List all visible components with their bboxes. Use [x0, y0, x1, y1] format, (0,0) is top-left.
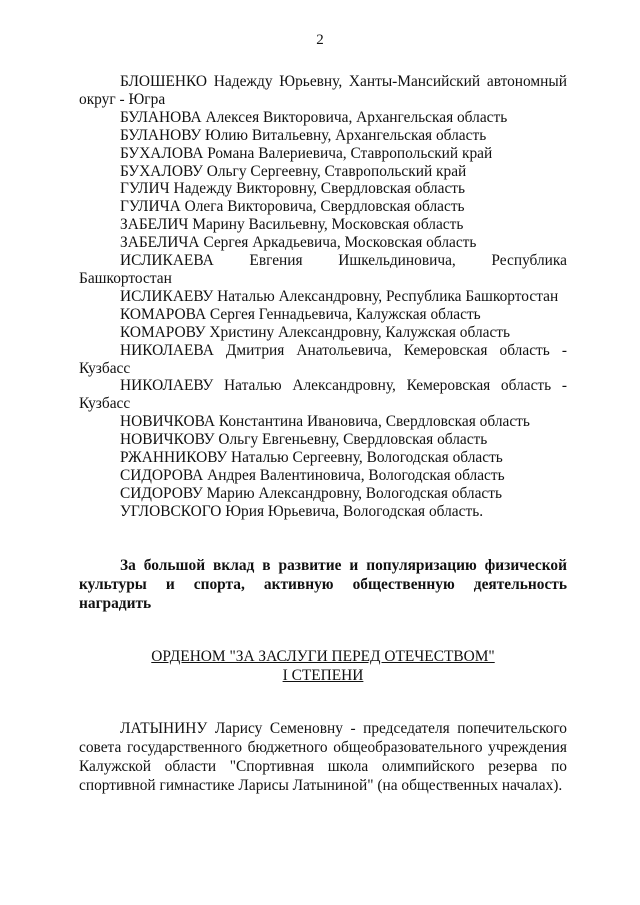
page-number: 2 — [316, 32, 324, 48]
list-item: ИСЛИКАЕВУ Наталью Александровну, Республика Башкортостан — [120, 287, 559, 305]
list-item: ИСЛИКАЕВА Евгения Ишкельдиновича, Республика Башкортостан — [79, 252, 567, 287]
awardee-paragraph: ЛАТЫНИНУ Ларису Семеновну - председателя попечительского совета государственного бюджетного общеобразовательного учреждения Калужской области "Спортивная школа олимпийского резерва по спортивной гимнастике Ларисы Латыниной" (на общественных началах). — [79, 719, 567, 794]
list-item: КОМАРОВА Сергея Геннадьевича, Калужская область — [120, 305, 481, 323]
list-item: СИДОРОВА Андрея Валентиновича, Вологодская область — [120, 466, 505, 484]
list-item: СИДОРОВУ Марию Александровну, Вологодская область — [120, 484, 502, 502]
list-item: РЖАННИКОВУ Наталью Сергеевну, Вологодская область — [120, 449, 503, 467]
list-item: НОВИЧКОВУ Ольгу Евгеньевну, Свердловская область — [120, 431, 488, 449]
decree-paragraph: За большой вклад в развитие и популяризацию физической культуры и спорта, активную общественную деятельность наградить — [79, 556, 567, 612]
list-item: БЛОШЕНКО Надежду Юрьевну, Ханты-Мансийский автономный округ - Югра — [79, 73, 567, 108]
order-title-line-1: ОРДЕНОМ "ЗА ЗАСЛУГИ ПЕРЕД ОТЕЧЕСТВОМ" — [151, 647, 495, 665]
list-item: КОМАРОВУ Христину Александровну, Калужская область — [120, 323, 511, 341]
list-item: БУЛАНОВУ Юлию Витальевну, Архангельская область — [120, 126, 487, 144]
list-item: ЗАБЕЛИЧА Сергея Аркадьевича, Московская область — [120, 234, 477, 252]
list-item: ГУЛИЧА Олега Викторовича, Свердловская область — [120, 198, 465, 216]
recipient-list — [79, 73, 567, 521]
list-item: НОВИЧКОВА Константина Ивановича, Свердловская область — [120, 413, 530, 431]
list-item: ГУЛИЧ Надежду Викторовну, Свердловская область — [120, 180, 466, 198]
list-item: НИКОЛАЕВУ Наталью Александровну, Кемеровская область - Кузбасс — [79, 377, 567, 413]
list-item: УГЛОВСКОГО Юрия Юрьевича, Вологодская область. — [120, 502, 484, 520]
order-title-line-2: I СТЕПЕНИ — [282, 666, 364, 684]
document-body — [79, 73, 567, 810]
list-item: БУЛАНОВА Алексея Викторовича, Архангельская область — [120, 108, 508, 126]
list-item: ЗАБЕЛИЧ Марину Васильевну, Московская область — [120, 216, 464, 234]
list-item: БУХАЛОВУ Ольгу Сергеевну, Ставропольский край — [120, 162, 467, 180]
list-item: БУХАЛОВА Романа Валериевича, Ставропольский край — [120, 144, 493, 162]
list-item: НИКОЛАЕВА Дмитрия Анатольевича, Кемеровская область - Кузбасс — [79, 341, 567, 377]
order-title — [79, 647, 567, 685]
